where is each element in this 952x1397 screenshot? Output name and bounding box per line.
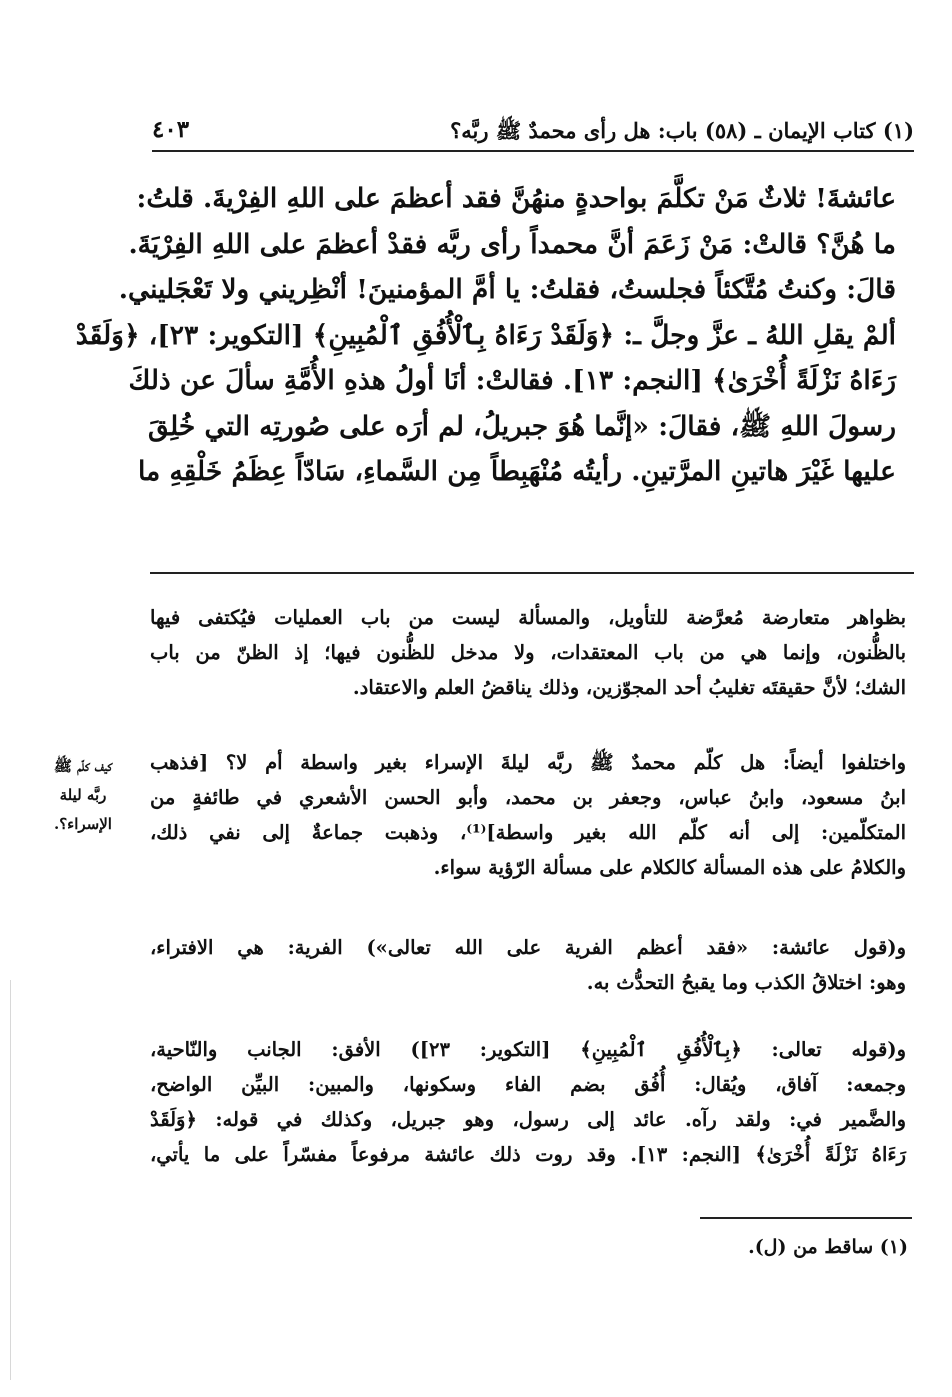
text-line: ما هُنَّ؟ قالتْ: مَنْ زَعَمَ أنَّ محمداً رأى ربَّه فقدْ أعظمَ على اللهِ الفِرْيَةَ. — [128, 228, 896, 260]
margin-note — [16, 752, 150, 839]
page-number: ٤٠٣ — [152, 116, 190, 143]
margin-note-line: الإسراء؟. — [54, 815, 112, 833]
text-line: والضَّمير في: ولقد رآه. عائد إلى رسول، وهو جبريل، وكذلك في قوله: ﴿وَلَقَدْ — [150, 1108, 906, 1131]
text-line: رَءَاهُ نَزْلَةً أُخْرَىٰ﴾ [النجم: ١٣]. فقالتْ: أنَا أولُ هذهِ الأُمَّةِ سألَ عن ذلكَ — [128, 365, 896, 396]
commentary-paragraph — [150, 1032, 906, 1172]
commentary-paragraph — [150, 600, 906, 705]
text-line: ألمْ يقلِ اللهُ ـ عزَّ وجلَّ ـ: ﴿وَلَقَدْ رَءَاهُ بِٱلْأُفُقِ ٱلْمُبِينِ﴾ [التكوير: ٢٣]، ﴿وَلَقَدْ — [75, 319, 896, 351]
header-title: (١) كتاب الإيمان ـ (٥٨) باب: هل رأى محمدٌ ﷺ ربَّه؟ — [450, 118, 914, 143]
section-separator — [150, 572, 914, 574]
text-line: بظواهر متعارضة مُعرَّضة للتأويل، والمسألة ليست من باب العمليات فيُكتفى فيها — [150, 606, 906, 629]
page-edge-line — [10, 980, 11, 1380]
margin-note-line: ربَّه ليلة — [59, 786, 107, 804]
text-line: رَءَاهُ نَزْلَةً أُخْرَىٰ﴾ [النجم: ١٣]. وقد روت ذلك عائشة مرفوعاً مفسّراً على ما يأتي، — [150, 1143, 906, 1166]
header-rule — [152, 150, 914, 152]
hadith-text — [75, 176, 896, 495]
footnote-rule — [700, 1217, 912, 1219]
margin-note-line: كيف كلّم ﷺ — [53, 757, 113, 775]
text-line: المتكلّمين: إلى أنه كلّم الله بغير واسطة]⁽¹⁾، وذهبت جماعةٌ إلى نفي ذلك، — [150, 821, 906, 844]
footnote: (١) ساقط من (ل). — [748, 1236, 908, 1258]
text-line: بالظُّنون، وإنما هي من باب المعتقدات، ولا مدخل للظُّنون فيها؛ إذ الظنّ من باب — [150, 641, 906, 664]
commentary-paragraph — [150, 930, 906, 1000]
text-line: قالَ: وكنتُ مُتَّكئاً فجلستُ، فقلتُ: يا أمَّ المؤمنينَ! أنْظِريني ولا تَعْجَليني. — [118, 274, 896, 305]
text-line: والكلامُ على هذه المسألة كالكلام على مسألة الرّؤية سواء. — [433, 856, 906, 879]
text-line: و(قوله تعالى: ﴿بِٱلْأُفُقِ ٱلْمُبِينِ﴾ [التكوير: ٢٣]) الأفق: الجانب والنّاحية، — [150, 1038, 906, 1061]
text-line: رسولَ اللهِ ﷺ، فقالَ: «إنَّما هُوَ جبريلُ، لم أرَه على صُورتِه التي خُلِقَ — [148, 410, 896, 442]
text-line: ابنُ مسعود، وابنُ عباس، وجعفر بن محمد، وأبو الحسن الأشعري في طائفةٍ من — [150, 786, 906, 809]
text-line: و(قول عائشة: «فقد أعظم الفرية على الله تعالى») الفرية: هي الافتراء، — [150, 936, 906, 959]
text-line: عائشةَ! ثلاثٌ مَنْ تكلَّمَ بواحدةٍ منهُنَّ فقد أعظمَ على اللهِ الفِرْيةَ. قلتُ: — [136, 183, 896, 214]
text-line: الشك؛ لأنَّ حقيقتَه تغليبُ أحد المجوّزين، وذلك يناقضُ العلم والاعتقاد. — [352, 676, 906, 699]
commentary-paragraph — [150, 745, 906, 885]
text-line: واختلفوا أيضاً: هل كلّم محمدٌ ﷺ ربَّه ليلةَ الإسراء بغير واسطة أم لا؟ [فذهب — [150, 751, 906, 774]
running-header — [152, 112, 914, 150]
text-line: وجمعه: آفاق، ويُقال: أُفُق بضم الفاء وسكونها، والمبين: البيِّن الواضح، — [150, 1073, 906, 1096]
text-line: وهو: اختلاقُ الكذب وما يقبحُ التحدُّث به. — [586, 971, 906, 994]
text-line: عليها غَيْرَ هاتينِ المرَّتينِ. رأيتُه مُنْهَبِطاً مِن السَّماءِ، سَادّاً عِظَمُ خَلْقِهِ ما — [137, 456, 896, 487]
